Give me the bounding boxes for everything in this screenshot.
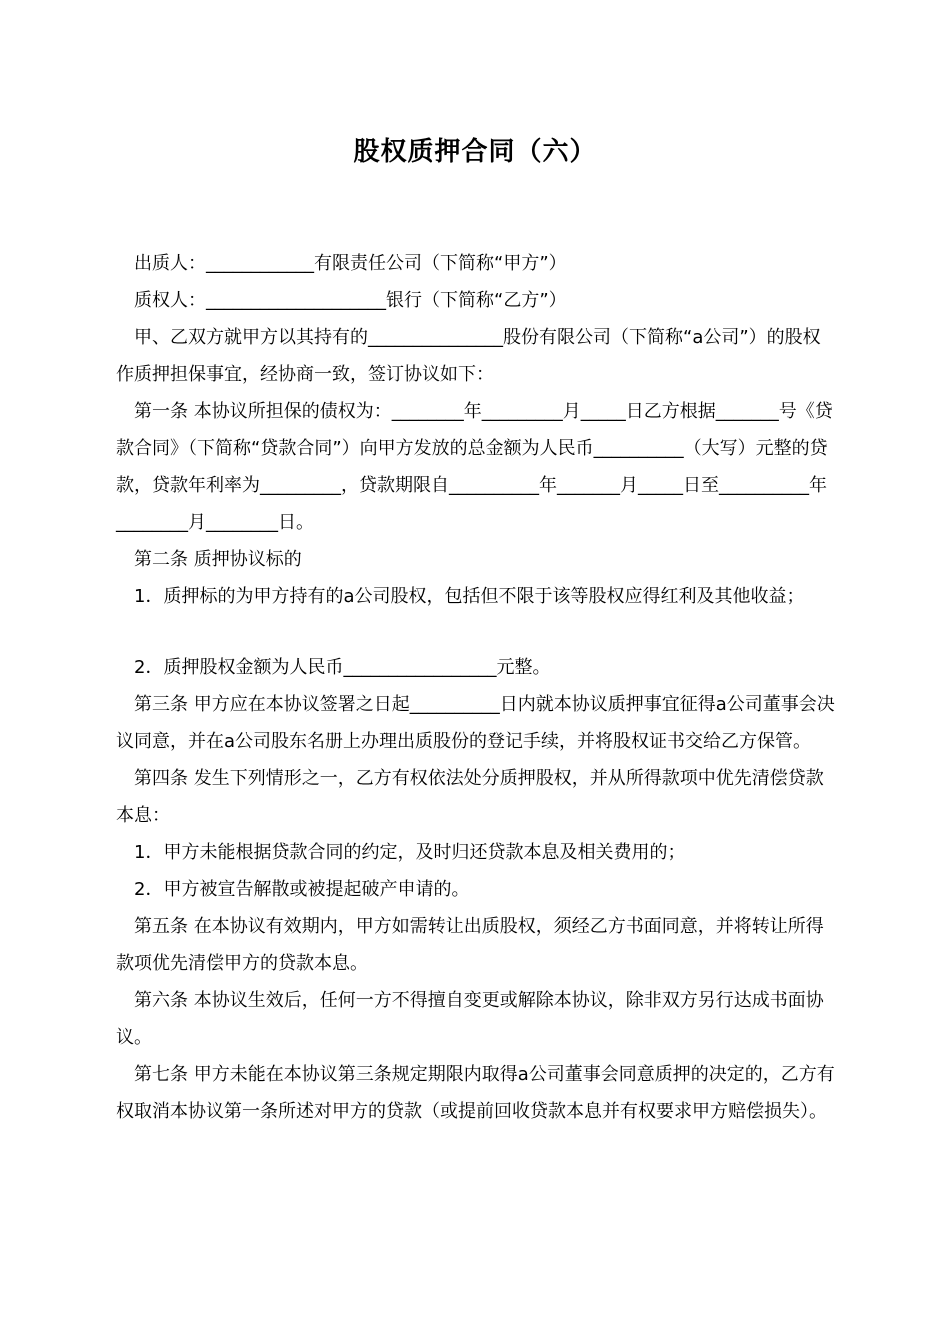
pledgor-line: 出质人：____________有限责任公司（下简称“甲方”） [134, 253, 567, 274]
article-5-paragraph: 第五条 在本协议有效期内，甲方如需转让出质股权，须经乙方书面同意，并将转让所得款项优先清偿甲方的贷款本息。 [116, 916, 824, 974]
article-2-heading: 第二条 质押协议标的 [134, 549, 302, 570]
pledgee-line: 质权人：____________________银行（下简称“乙方”） [134, 290, 567, 311]
article-2-item-1: 1．质押标的为甲方持有的a公司股权，包括但不限于该等股权应得红利及其他收益； [134, 586, 805, 607]
article-4-paragraph: 第四条 发生下列情形之一，乙方有权依法处分质押股权，并从所得款项中优先清偿贷款本息： [116, 768, 824, 826]
document-body [116, 245, 838, 1130]
article-1-paragraph: 第一条 本协议所担保的债权为：________年_________月_____日乙方根据_______号《贷款合同》（下简称“贷款合同”）向甲方发放的总金额为人民币__________（大写）元整的贷款，贷款年利率为_________，贷款期限自__________年_______月_____日至__________年________月________日。 [116, 401, 833, 533]
article-4-item-1: 1．甲方未能根据贷款合同的约定，及时归还贷款本息及相关费用的； [134, 842, 686, 863]
article-3-paragraph: 第三条 甲方应在本协议签署之日起__________日内就本协议质押事宜征得a公司董事会决议同意，并在a公司股东名册上办理出质股份的登记手续，并将股权证书交给乙方保管。 [116, 694, 835, 752]
document-title: 股权质押合同（六） [353, 137, 597, 167]
article-2-item-2: 2．质押股权金额为人民币_________________元整。 [134, 657, 551, 678]
article-7-paragraph: 第七条 甲方未能在本协议第三条规定期限内取得a公司董事会同意质押的决定的，乙方有权取消本协议第一条所述对甲方的贷款（或提前回收贷款本息并有权要求甲方赔偿损失）。 [116, 1064, 835, 1122]
article-4-item-2: 2．甲方被宣告解散或被提起破产申请的。 [134, 879, 470, 900]
preamble-paragraph: 甲、乙双方就甲方以其持有的_______________股份有限公司（下简称“a公司”）的股权作质押担保事宜，经协商一致，签订协议如下： [116, 327, 821, 385]
article-6-paragraph: 第六条 本协议生效后，任何一方不得擅自变更或解除本协议，除非双方另行达成书面协议。 [116, 990, 824, 1048]
